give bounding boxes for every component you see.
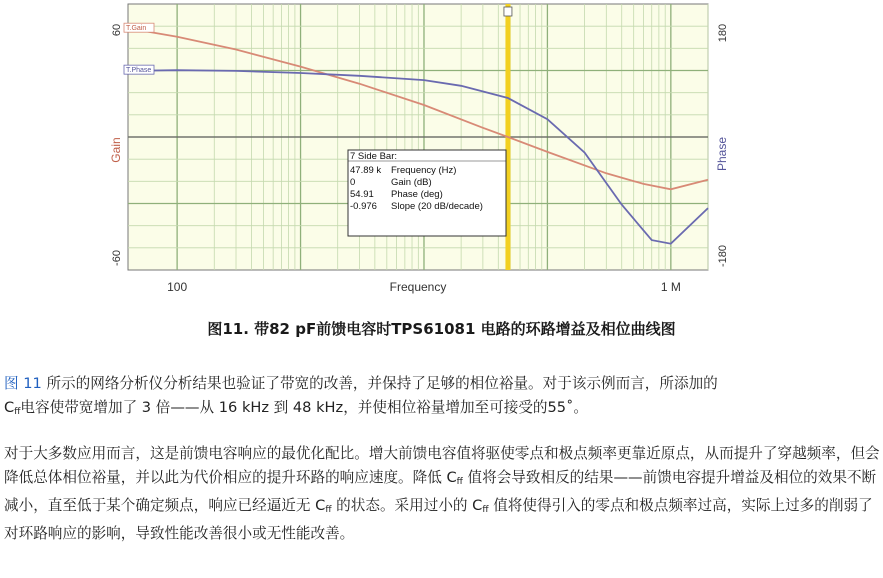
annotation-label: Phase (deg)	[391, 189, 443, 200]
x-tick-label: 100	[167, 280, 188, 294]
p2-text-c: 的状态。采用过小的	[331, 497, 473, 514]
left-axis-label: Gain	[109, 137, 123, 163]
p1-cff-sub: ff	[14, 407, 21, 417]
p2-cff-c3: C	[472, 497, 483, 514]
right-axis-tick-bottom: -180	[717, 244, 729, 268]
annotation-value: -0.976	[350, 201, 377, 212]
gain-series-tag	[124, 23, 154, 32]
phase-tag-text: T.Phase	[126, 67, 152, 75]
side-bar-annotation	[348, 150, 506, 236]
annotation-label: Frequency (Hz)	[391, 165, 457, 176]
x-axis-label: Frequency	[389, 280, 447, 294]
right-axis-tick-top: 180	[717, 23, 729, 43]
phase-series-tag	[124, 65, 154, 74]
p1-text-b: 电容使带宽增加了 3 倍——从 16 kHz 到 48 kHz，并使相位裕量增加至可接受的55˚。	[20, 399, 588, 416]
p2-cff-sub2: ff	[325, 505, 332, 515]
annotation-value: 54.91	[350, 189, 374, 200]
x-tick-label: 1 M	[660, 280, 681, 294]
paragraph-1	[4, 372, 880, 424]
figure-caption: 图11. 带82 pF前馈电容时TPS61081 电路的环路增益及相位曲线图	[207, 320, 676, 338]
p2-cff-sub1: ff	[456, 477, 463, 487]
p1-cff-c: C	[4, 399, 15, 416]
annotation-title: 7 Side Bar:	[350, 151, 397, 162]
figure-11-link[interactable]: 图 11	[4, 375, 42, 392]
p2-cff-sub3: ff	[482, 505, 489, 515]
annotation-value: 0	[350, 177, 356, 188]
annotation-label: Gain (dB)	[391, 177, 432, 188]
annotation-label: Slope (20 dB/decade)	[391, 201, 483, 212]
cursor-handle	[504, 7, 512, 16]
gain-tag-text: T.Gain	[126, 25, 147, 33]
paragraph-2	[4, 442, 880, 546]
right-axis-label: Phase	[715, 136, 729, 172]
p2-text-a: 对于大多数应用而言，这是前馈电容响应的最优化配比。增大前馈电容值将驱使零点和极点频率更靠近原点，从而提升了穿越频率，但会降低总体相位裕量，并以此为代价相应的提升环路的响应速度。降低	[4, 445, 880, 486]
p2-text-d: 值将使得引入的零点和极点频率过高，实际上过多的削弱了对环路响应的影响，导致性能改善很小或无性能改善。	[4, 497, 873, 542]
left-axis-tick-bottom: -60	[111, 250, 123, 266]
p2-text-b: 值将会导致相反的结果——前馈电容提升增益及相位的效果不断减小，直至低于某个确定频点，响应已经逼近无	[4, 469, 877, 514]
p2-cff-c2: C	[315, 497, 326, 514]
p2-cff-c1: C	[446, 469, 457, 486]
annotation-value: 47.89 k	[350, 165, 382, 176]
left-axis-tick-top: 60	[111, 23, 123, 37]
p1-text-a: 所示的网络分析仪分析结果也验证了带宽的改善，并保持了足够的相位裕量。对于该示例而言，所添加的	[41, 375, 718, 392]
